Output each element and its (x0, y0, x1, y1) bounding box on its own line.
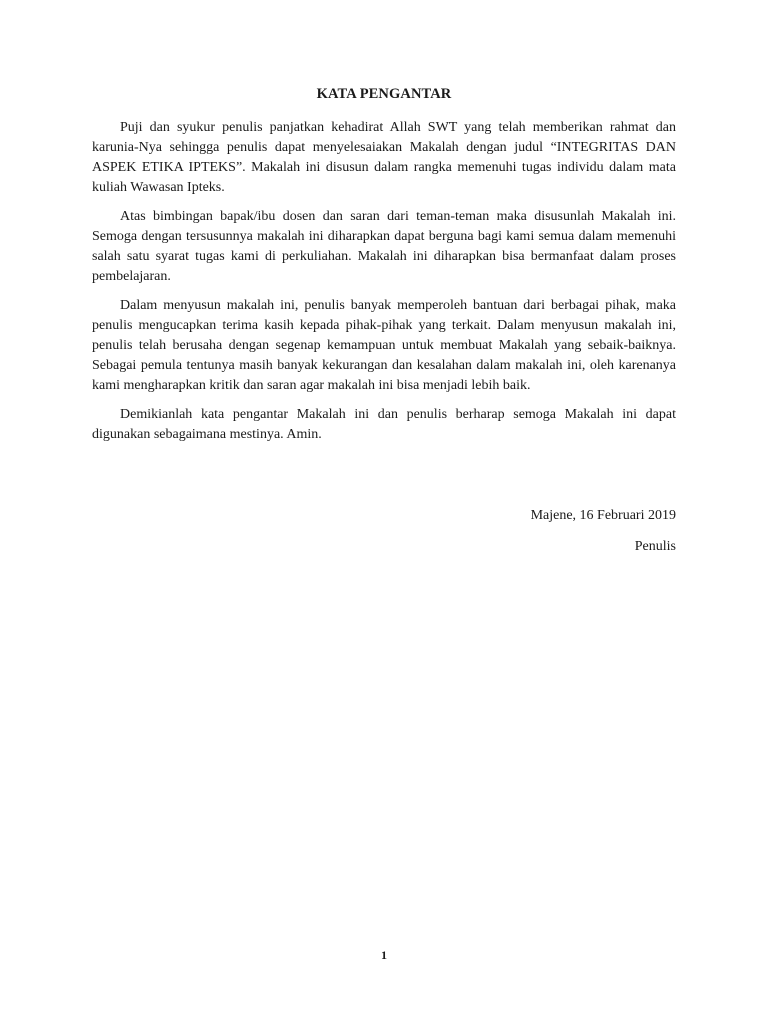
page-title: KATA PENGANTAR (316, 86, 452, 102)
author-signature: Penulis (634, 539, 676, 554)
paragraph-2: Atas bimbingan bapak/ibu dosen dan saran dari teman-teman maka disusunlah Makalah ini. Semoga dengan tersusunnya makalah ini diharapkan dapat berguna bagi kami semua dalam memenuhi salah satu syarat tugas kami di perkuliahan. Makalah ini diharapkan bisa bermanfaat dalam proses pembelajaran. (92, 209, 676, 284)
page-number: 1 (381, 948, 387, 962)
place-date: Majene, 16 Februari 2019 (530, 508, 676, 523)
paragraph-4: Demikianlah kata pengantar Makalah ini dan penulis berharap semoga Makalah ini dapat digunakan sebagaimana mestinya. Amin. (92, 407, 676, 442)
body-text (92, 118, 676, 454)
paragraph-1: Puji dan syukur penulis panjatkan kehadirat Allah SWT yang telah memberikan rahmat dan karunia-Nya sehingga penulis dapat menyelesaiakan Makalah dengan judul “INTEGRITAS DAN ASPEK ETIKA IPTEKS”. Makalah ini disusun dalam rangka memenuhi tugas individu dalam mata kuliah Wawasan Ipteks. (92, 120, 676, 195)
paragraph-3: Dalam menyusun makalah ini, penulis banyak memperoleh bantuan dari berbagai pihak, maka penulis mengucapkan terima kasih kepada pihak-pihak yang terkait. Dalam menyusun makalah ini, penulis telah berusaha dengan segenap kemampuan untuk membuat Makalah yang sebaik-baiknya. Sebagai pemula tentunya masih banyak kekurangan dan kesalahan dalam makalah ini, oleh karenanya kami mengharapkan kritik dan saran agar makalah ini bisa menjadi lebih baik. (92, 298, 676, 393)
